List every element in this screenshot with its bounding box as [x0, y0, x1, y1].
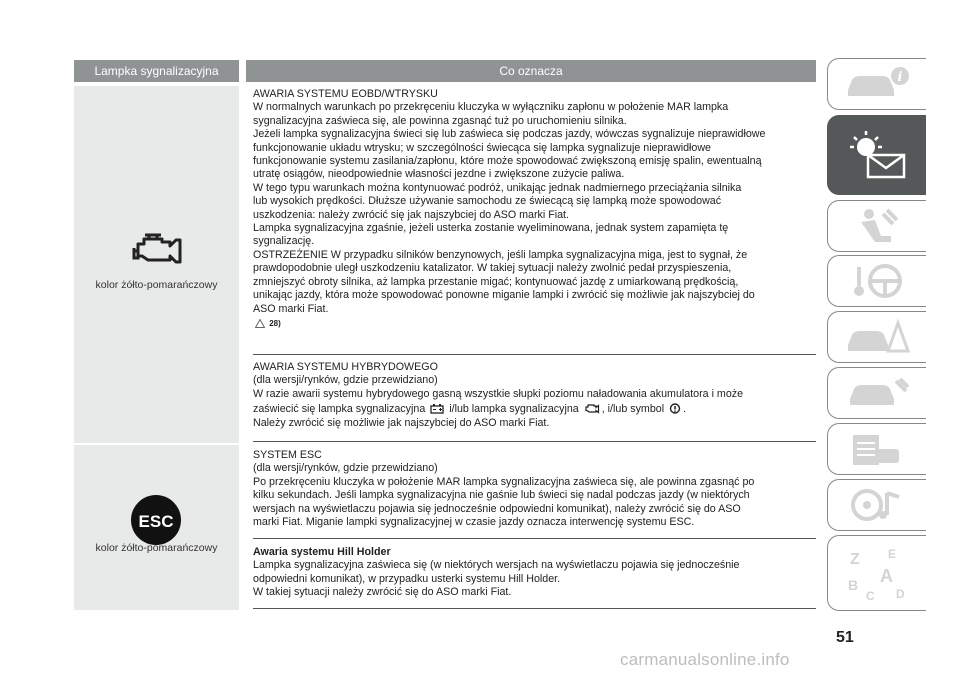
car-maintenance-icon	[842, 373, 912, 413]
row-divider	[253, 608, 816, 609]
key-steering-wheel-icon	[847, 261, 907, 301]
tab-safety[interactable]	[827, 200, 926, 252]
page-number: 51	[836, 629, 854, 646]
text-line: ASO marki Fiat.	[253, 302, 329, 315]
text-line: W normalnych warunkach po przekręceniu kluczyka w wyłączniku zapłonu w położenie MAR lampka	[253, 101, 729, 114]
car-info-icon	[842, 64, 912, 104]
svg-text:i: i	[897, 70, 903, 85]
eobd-description	[253, 88, 815, 330]
car-crash-warning-icon	[842, 317, 912, 357]
text-line: SYSTEM ESC	[253, 449, 322, 461]
watermark: carmanualsonline.info	[620, 650, 790, 669]
multimedia-navigation-icon	[847, 485, 907, 525]
text-line: Po przekręceniu kluczyka w położenie MAR lampka sygnalizacyjna zaświeca się, ale powinna zgasnąć po	[253, 475, 755, 488]
tab-emergency[interactable]	[827, 311, 926, 363]
icon-cell-esc	[74, 445, 239, 610]
warning-triangle-icon	[255, 319, 265, 328]
text-line: unikając jazdy, która może spowodować ponowne miganie lampki i zwrócić się możliwie jak najszybciej do	[253, 289, 755, 302]
svg-text:B: B	[848, 577, 859, 593]
text-line: odpowiedni komunikat), w przypadku usterki systemu Hill Holder.	[253, 572, 561, 585]
row-divider	[253, 354, 816, 355]
svg-text:E: E	[888, 547, 897, 561]
text-line: utratę osiągów, nieodpowiednie własności jezdne i zwiększone zużycie paliwa.	[253, 168, 625, 181]
text-line: uszkodzenia: należy zwrócić się jak najszybciej do ASO marki Fiat.	[253, 208, 570, 221]
text-line: AWARIA SYSTEMU EOBD/WTRYSKU	[253, 88, 438, 100]
svg-text:ESC: ESC	[138, 512, 174, 531]
text-line: funkcjonowanie systemu zasilania/zapłonu, które może spowodować zwiększoną emisję spalin, ewentualną	[253, 155, 762, 168]
tab-multimedia[interactable]	[827, 479, 926, 531]
tab-index[interactable]	[827, 535, 926, 611]
text-line: W takiej sytuacji należy zwrócić się do ASO marki Fiat.	[253, 586, 512, 599]
header-meaning: Co oznacza	[246, 60, 816, 82]
color-label: kolor żółto-pomarańczowy	[95, 542, 218, 554]
specifications-list-icon	[847, 429, 907, 469]
text-line: W tego typu warunkach można kontynuować podróż, unikając jednak nadmiernego przeciążania silnika	[253, 181, 742, 194]
svg-text:Z: Z	[850, 551, 860, 568]
text-line: sygnalizację.	[253, 235, 315, 248]
header-warning-light: Lampka sygnalizacyjna	[74, 60, 239, 82]
section-title: Awaria systemu Hill Holder	[253, 546, 391, 558]
text-line: W razie awarii systemu hybrydowego gasną wszystkie słupki poziomu naładowania akumulatora i może	[253, 387, 744, 400]
hill-holder-description	[253, 546, 815, 600]
engine-check-icon	[132, 232, 182, 273]
hybrid-description	[253, 361, 815, 430]
tab-maintenance[interactable]	[827, 367, 926, 419]
text-line: wersjach na wyświetlaczu pojawia się jednocześnie odpowiedni komunikat), należy zwrócić się do ASO	[253, 502, 741, 515]
esc-description	[253, 449, 815, 529]
text-line: zmniejszyć obroty silnika, aż lampka przestanie migać; kontynuować jazdę z umiarkowaną prędkością,	[253, 275, 739, 288]
text-line: (dla wersji/rynków, gdzie przewidziano)	[253, 374, 438, 387]
note-reference[interactable]: 28)	[253, 317, 815, 330]
color-label: kolor żółto-pomarańczowy	[95, 279, 218, 291]
warning-light-envelope-icon	[842, 125, 912, 185]
text-line: AWARIA SYSTEMU HYBRYDOWEGO	[253, 361, 438, 373]
text-line: prawdopodobnie uległ uszkodzeniu katalizator. W takiej sytuacji należy zwolnić pedał przyspieszenia,	[253, 262, 732, 275]
text-line: Należy zwrócić się możliwie jak najszybciej do ASO marki Fiat.	[253, 416, 550, 429]
text-line: sygnalizacyjna zaświeca się, ale powinna zgasnąć tuż po uruchomieniu silnika.	[253, 114, 627, 127]
text-line: Jeżeli lampka sygnalizacyjna świeci się lub zaświeca się podczas jazdy, wówczas sygnalizuje nieprawidłowe	[253, 128, 766, 141]
tab-warning-lights[interactable]	[827, 115, 926, 195]
tab-specifications[interactable]	[827, 423, 926, 475]
text-line: Lampka sygnalizacyjna zaświeca się (w niektórych wersjach na wyświetlaczu pojawia się jednocześnie	[253, 559, 740, 572]
text-line: funkcjonowanie układu wtrysku; w szczególności świecąca się lampka sygnalizuje nieprawidłowe	[253, 141, 712, 154]
tab-starting-driving[interactable]	[827, 255, 926, 307]
text-line: lub wysokich prędkości. Dłuższe używanie samochodu ze świecącą się lampką może spowodować	[253, 195, 722, 208]
text-line: marki Fiat. Miganie lampki sygnalizacyjnej w czasie jazdy oznacza interwencję systemu ESC.	[253, 516, 695, 529]
powertrain-fault-icon	[669, 403, 681, 414]
icon-cell-eobd	[74, 86, 239, 443]
text-line: zaświecić się lampka sygnalizacyjna i/lub lampka sygnalizacyjna , i/lub symbol .	[253, 403, 687, 416]
svg-text:A: A	[880, 566, 893, 586]
row-divider	[253, 441, 816, 442]
battery-icon	[430, 403, 444, 414]
alphabetical-index-icon	[842, 540, 912, 606]
text-line: (dla wersji/rynków, gdzie przewidziano)	[253, 462, 438, 475]
engine-check-small-icon	[584, 403, 600, 414]
row-divider	[253, 538, 816, 539]
text-line: kilku sekundach. Jeśli lampka sygnalizacyjna nie gaśnie lub świeci się nadal podczas jazdy (w niektórych	[253, 489, 750, 502]
seat-airbag-icon	[847, 206, 907, 246]
svg-text:C: C	[866, 589, 875, 603]
text-line: Lampka sygnalizacyjna zgaśnie, jeżeli usterka zostanie wyeliminowana, jednak system zapamięta tę	[253, 222, 729, 235]
text-line: OSTRZEŻENIE W przypadku silników benzynowych, jeśli lampka sygnalizacyjna miga, jest to sygnał, że	[253, 248, 748, 261]
tab-car-info[interactable]	[827, 58, 926, 110]
svg-text:D: D	[896, 587, 905, 601]
